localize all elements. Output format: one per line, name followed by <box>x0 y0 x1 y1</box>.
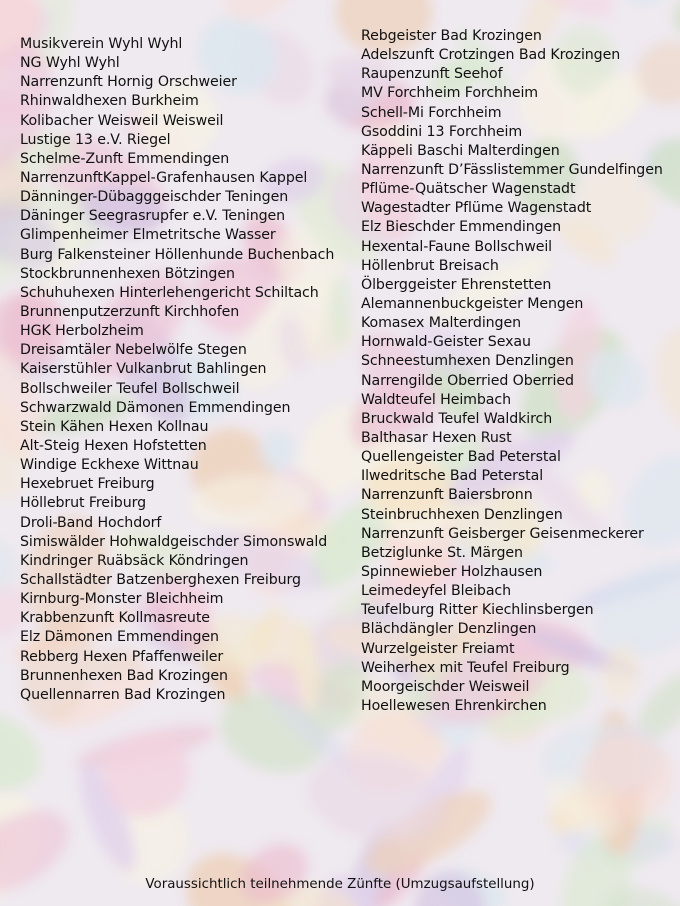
team-list-item: Simiswälder Hohwaldgeischder Simonswald <box>20 533 328 550</box>
team-list-item: Ilwedritsche Bad Peterstal <box>361 468 544 485</box>
team-list-item: Dänninger-Dübagggeischder Teningen <box>20 189 289 206</box>
team-list-item: Brunnenputzerzunft Kirchhofen <box>20 303 240 320</box>
team-list-item: Narrenzunft Baiersbronn <box>361 487 533 504</box>
team-list-item: Quellengeister Bad Peterstal <box>361 449 561 466</box>
team-list-item: Musikverein Wyhl Wyhl <box>20 36 183 52</box>
team-list-item: Elz Dämonen Emmendingen <box>20 629 219 646</box>
team-list-item: Höllenbrut Breisach <box>361 257 499 274</box>
team-list-item: Bruckwald Teufel Waldkirch <box>361 410 553 427</box>
team-list-item: Wurzelgeister Freiamt <box>361 640 515 657</box>
team-list-item: Waldteufel Heimbach <box>361 391 511 408</box>
team-list-item: Blächdängler Denzlingen <box>361 621 537 638</box>
team-list-item: Wagestadter Pflüme Wagenstadt <box>361 200 592 217</box>
team-list-item: Windige Eckhexe Wittnau <box>20 457 199 474</box>
team-list-item: Betziglunke St. Märgen <box>361 544 523 561</box>
team-list-item: Däninger Seegrasrupfer e.V. Teningen <box>20 208 286 225</box>
team-list-item: Ölberggeister Ehrenstetten <box>361 276 552 293</box>
team-list-item: MV Forchheim Forchheim <box>361 85 539 102</box>
team-list-item: Weiherhex mit Teufel Freiburg <box>361 659 570 676</box>
team-list-item: Hexebruet Freiburg <box>20 476 155 493</box>
team-list-item: Steinbruchhexen Denzlingen <box>361 506 563 523</box>
team-list-item: Hornwald-Geister Sexau <box>361 334 531 351</box>
team-list-item: Dreisamtäler Nebelwölfe Stegen <box>20 342 247 359</box>
team-list-item: Hexental-Faune Bollschweil <box>361 238 553 255</box>
page-caption: Voraussichtlich teilnehmende Zünfte (Umzugsaufstellung) <box>145 877 535 892</box>
team-list-right <box>361 27 663 716</box>
team-list-item: Höllebrut Freiburg <box>20 495 146 512</box>
team-list-left <box>20 35 334 705</box>
team-list-item: Droli-Band Hochdorf <box>20 514 162 531</box>
team-list-item: Schwarzwald Dämonen Emmendingen <box>20 399 291 416</box>
team-list-item: Teufelburg Ritter Kiechlinsbergen <box>361 602 594 619</box>
team-list-item: Schelme-Zunft Emmendingen <box>20 150 230 167</box>
team-list-item: Kirnburg-Monster Bleichheim <box>20 591 224 608</box>
team-list-item: Schell-Mi Forchheim <box>361 104 502 121</box>
team-list-item: Stockbrunnenhexen Bötzingen <box>20 265 235 282</box>
team-list-item: Elz Bieschder Emmendingen <box>361 219 562 236</box>
team-list-item: Bollschweiler Teufel Bollschweil <box>20 380 240 397</box>
team-list-item: Komasex Malterdingen <box>361 315 521 332</box>
team-list-item: Balthasar Hexen Rust <box>361 429 512 446</box>
team-list-item: Lustige 13 e.V. Riegel <box>20 131 171 148</box>
team-list-item: Kaiserstühler Vulkanbrut Bahlingen <box>20 361 267 378</box>
team-list-item: Kindringer Ruäbsäck Köndringen <box>20 552 249 569</box>
team-list-item: Narrenzunft D’Fässlistemmer Gundelfingen <box>361 161 663 178</box>
team-list-item: Kolibacher Weisweil Weisweil <box>20 112 224 129</box>
team-list-item: Alt-Steig Hexen Hofstetten <box>20 437 207 454</box>
team-list-item: Glimpenheimer Elmetritsche Wasser <box>20 227 276 244</box>
team-list-item: Pflüme-Quätscher Wagenstadt <box>361 181 576 198</box>
team-list-item: Käppeli Baschi Malterdingen <box>361 142 560 159</box>
team-list-item: Adelszunft Crotzingen Bad Krozingen <box>361 47 621 64</box>
team-list-item: Gsoddini 13 Forchheim <box>361 123 523 140</box>
team-list-item: Hoellewesen Ehrenkirchen <box>361 697 547 714</box>
team-list-item: Schuhuhexen Hinterlehengericht Schiltach <box>20 284 319 301</box>
team-list-item: Alemannenbuckgeister Mengen <box>361 295 584 312</box>
team-list-item: Rebgeister Bad Krozingen <box>361 28 542 44</box>
team-list-item: NarrenzunftKappel-Grafenhausen Kappel <box>20 169 308 186</box>
team-list-item: Narrenzunft Geisberger Geisenmeckerer <box>361 525 644 542</box>
team-list-item: Stein Kähen Hexen Kollnau <box>20 418 209 435</box>
team-list-item: Narrenzunft Hornig Orschweier <box>20 74 237 91</box>
team-list-item: Quellennarren Bad Krozingen <box>20 686 226 703</box>
team-list-item: Brunnenhexen Bad Krozingen <box>20 667 228 684</box>
team-list-item: Rhinwaldhexen Burkheim <box>20 93 199 110</box>
team-list-item: Narrengilde Oberried Oberried <box>361 372 574 389</box>
team-list-item: HGK Herbolzheim <box>20 323 144 340</box>
team-list-item: Schallstädter Batzenberghexen Freiburg <box>20 571 301 588</box>
team-list-item: Krabbenzunft Kollmasreute <box>20 610 210 627</box>
team-list-item: Raupenzunft Seehof <box>361 66 503 83</box>
team-list-item: Spinnewieber Holzhausen <box>361 563 543 580</box>
team-list-item: NG Wyhl Wyhl <box>20 55 120 72</box>
team-list-item: Schneestumhexen Denzlingen <box>361 353 574 370</box>
team-list-item: Leimedeyfel Bleibach <box>361 583 512 600</box>
team-list-item: Rebberg Hexen Pfaffenweiler <box>20 648 224 665</box>
team-list-item: Burg Falkensteiner Höllenhunde Buchenbach <box>20 246 335 263</box>
team-list-item: Moorgeischder Weisweil <box>361 678 530 695</box>
